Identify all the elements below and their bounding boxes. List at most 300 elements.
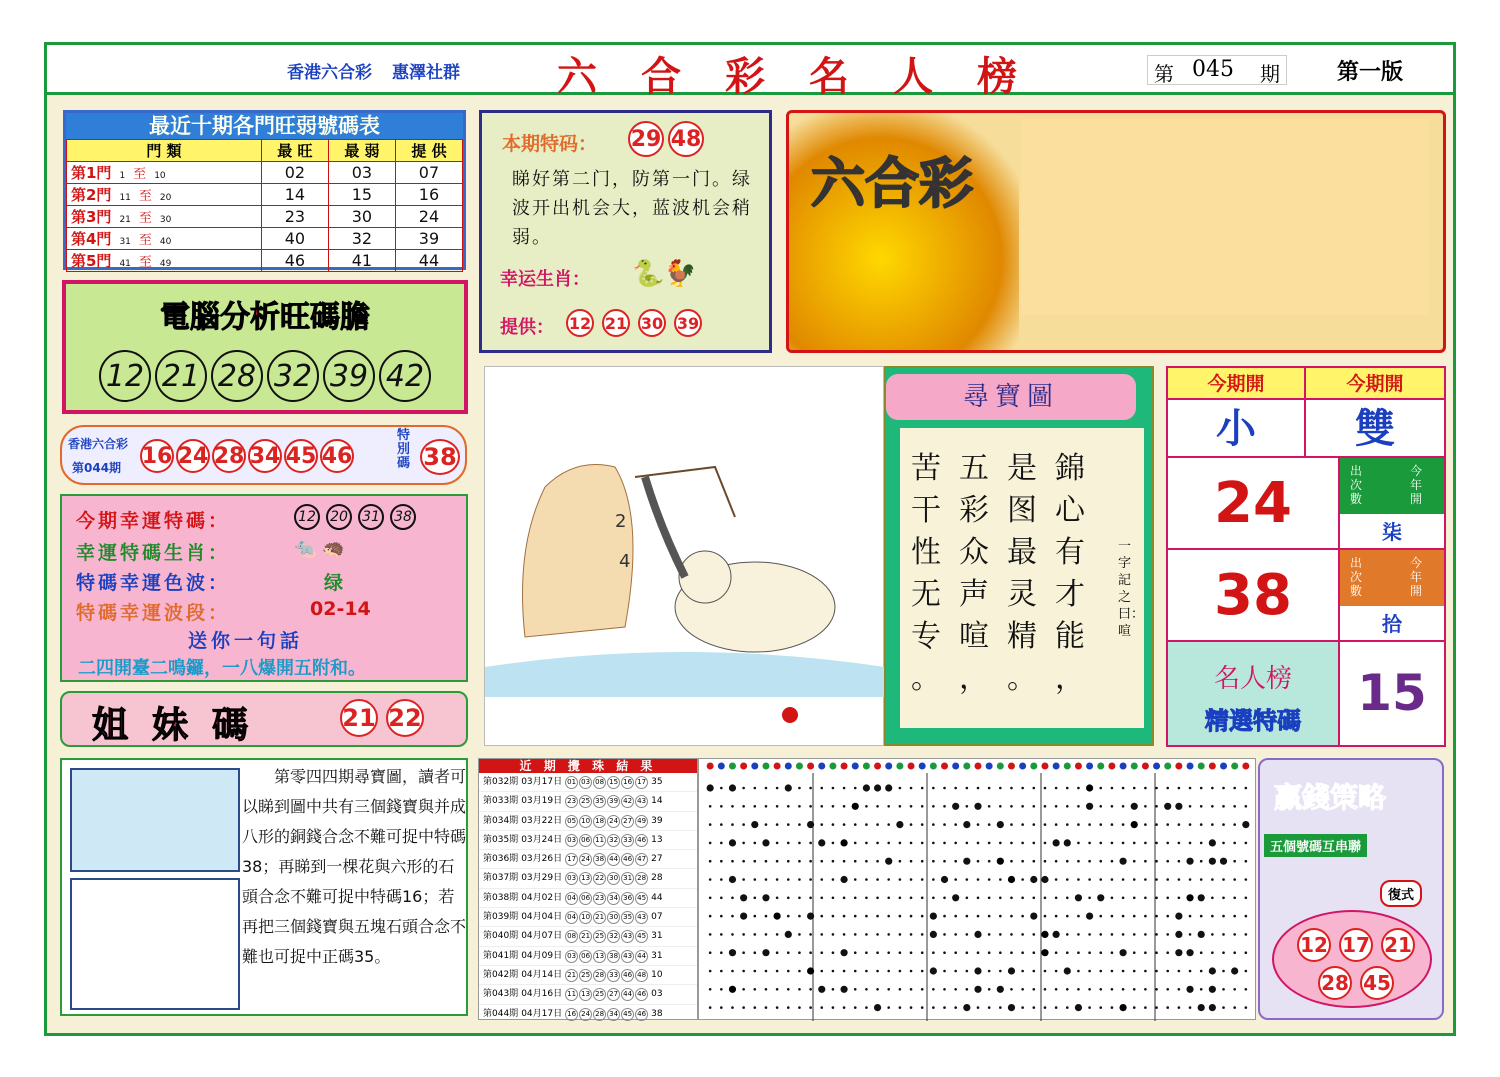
col-header: 門 類 [67,140,262,162]
grid-dot [798,970,801,973]
grid-hit-mark [729,876,736,883]
grid-dot [1044,823,1047,826]
result-ball: 33 [607,969,620,982]
rock-shape [523,465,634,638]
grid-dot [742,1006,745,1009]
grid-dot [1222,933,1225,936]
grid-dot [742,860,745,863]
grid-dot [1055,951,1058,954]
org-name-1: 香港六合彩 [287,63,372,83]
result-special: 31 [651,931,663,942]
book-illustration [70,768,240,872]
col-header: 提 供 [395,140,462,162]
grid-dot [932,787,935,790]
grid-special-mark [807,967,814,974]
grid-dot [1189,787,1192,790]
result-ball: 35 [621,911,634,924]
grid-hit-mark [1075,894,1082,901]
grid-dot [1245,933,1248,936]
grid-dot [1144,1006,1147,1009]
grid-dot [1200,823,1203,826]
number-ball: 32 [267,350,319,402]
grid-dot [798,1006,801,1009]
result-ball: 32 [607,930,620,943]
result-ball: 47 [635,853,648,866]
grid-dot [709,842,712,845]
grid-dot [787,951,790,954]
grid-hit-mark [807,821,814,828]
value-cell: 44 [395,250,462,272]
table-row [67,250,463,272]
grid-dot [1222,988,1225,991]
door-to-word: 至 [138,211,152,226]
grid-dot [865,823,868,826]
value-cell: 03 [328,162,395,184]
grid-dot [921,951,924,954]
grid-dot [1099,1006,1102,1009]
grid-hit-mark [1086,803,1093,810]
special-label: 特別碼 [397,428,411,471]
number-ball: 46 [320,439,354,473]
grid-dot [765,823,768,826]
grid-dot [1189,933,1192,936]
lucky-panel [60,494,468,682]
grid-dot [966,915,969,918]
grid-dot [1245,897,1248,900]
banner-text: 六合彩 [811,152,973,215]
grid-dot [742,988,745,991]
grid-dot [754,842,757,845]
result-ball: 21 [565,969,578,982]
grid-dot [843,860,846,863]
grid-dot [1155,860,1158,863]
grid-dot [1144,897,1147,900]
door-table-title: 最近十期各門旺弱號碼表 [66,113,463,139]
grid-hit-mark [896,821,903,828]
fame-number: 15 [1357,664,1427,722]
result-date: 03月17日 [521,777,563,787]
grid-dot [1166,1006,1169,1009]
grid-dot [798,988,801,991]
grid-dot [832,1006,835,1009]
grid-dot [954,988,957,991]
grid-dot [1021,787,1024,790]
result-ball: 16 [621,776,634,789]
number-ball: 16 [140,439,174,473]
grid-header-ball [1220,763,1227,770]
strategy-tag: 復式 [1380,880,1422,907]
grid-header-ball [1097,763,1104,770]
grid-dot [832,933,835,936]
grid-dot [1111,805,1114,808]
grid-dot [910,970,913,973]
grid-hit-mark [1075,1004,1082,1011]
grid-dot [1021,805,1024,808]
number-ball: 20 [326,504,352,530]
lucky-range: 02-14 [310,598,371,620]
grid-dot [765,860,768,863]
grid-dot [943,970,946,973]
grid-dot [798,951,801,954]
grid-dot [1066,988,1069,991]
grid-dot [1088,897,1091,900]
grid-dot [865,933,868,936]
parity-result: 雙 [1306,400,1444,458]
grid-dot [876,951,879,954]
grid-dot [854,897,857,900]
grid-dot [1077,823,1080,826]
grid-dot [966,988,969,991]
grid-dot [1233,933,1236,936]
grid-dot [1178,878,1181,881]
edition-label: 第一版 [1337,60,1404,85]
grid-dot [943,915,946,918]
number-ball: 45 [1360,966,1394,1000]
grid-dot [798,897,801,900]
grid-dot [887,878,890,881]
grid-dot [1233,988,1236,991]
grid-dot [1033,823,1036,826]
count-tag-1 [1340,458,1444,514]
grid-dot [1144,933,1147,936]
grid-dot [1245,988,1248,991]
rock-mark: 2 [615,511,627,532]
grid-dot [988,951,991,954]
result-row [479,966,697,985]
grid-dot [809,951,812,954]
grid-hit-mark [1209,967,1216,974]
door-to: 20 [159,193,172,203]
result-ball: 27 [607,988,620,1001]
grid-dot [1111,933,1114,936]
grid-dot [921,823,924,826]
grid-dot [1178,1006,1181,1009]
grid-dot [798,787,801,790]
grid-dot [1021,823,1024,826]
number-ball: 34 [248,439,282,473]
grid-dot [865,1006,868,1009]
grid-dot [1099,787,1102,790]
grid-dot [943,951,946,954]
grid-dot [876,897,879,900]
result-date: 03月26日 [521,854,563,865]
grid-dot [988,1006,991,1009]
grid-dot [943,860,946,863]
grid-dot [1021,988,1024,991]
grid-dot [1021,915,1024,918]
grid-dot [742,970,745,973]
result-ball: 04 [565,892,578,905]
grid-dot [731,915,734,918]
grid-header-ball [1242,763,1249,770]
grid-dot [1155,988,1158,991]
grid-dot [798,860,801,863]
grid-dot [765,988,768,991]
grid-dot [1077,933,1080,936]
grid-dot [1010,860,1013,863]
grid-dot [832,897,835,900]
special-number: 38 [420,439,460,475]
grid-dot [709,915,712,918]
grid-dot [1233,860,1236,863]
grid-dot [1010,988,1013,991]
grid-header-ball [718,763,725,770]
grid-dot [1111,915,1114,918]
grid-header-ball [1153,763,1160,770]
grid-dot [1144,823,1147,826]
grid-dot [876,878,879,881]
grid-dot [887,1006,890,1009]
value-cell: 07 [395,162,462,184]
grid-dot [1200,842,1203,845]
sister-panel [60,691,468,747]
grid-dot [1133,951,1136,954]
grid-special-mark [1086,784,1093,791]
grid-dot [854,878,857,881]
grid-dot [966,951,969,954]
grid-special-mark [1131,821,1138,828]
grid-dot [820,860,823,863]
grid-special-mark [774,913,781,920]
result-row [479,812,697,831]
grid-hit-mark [1064,839,1071,846]
result-ball: 30 [607,872,620,885]
grid-dot [776,897,779,900]
grid-dot [999,970,1002,973]
grid-dot [809,1006,812,1009]
number-ball: 30 [638,309,666,337]
grid-dot [1166,897,1169,900]
grid-dot [1200,787,1203,790]
grid-dot [754,970,757,973]
grid-dot [910,878,913,881]
grid-dot [1233,915,1236,918]
result-issue: 第033期 [483,796,519,807]
number-ball: 12 [99,350,151,402]
result-ball: 06 [579,834,592,847]
grid-dot [977,787,980,790]
grid-dot [1066,787,1069,790]
grid-dot [1211,805,1214,808]
grid-dot [1245,951,1248,954]
grid-dot [954,842,957,845]
number-ball: 45 [284,439,318,473]
result-ball: 45 [635,892,648,905]
grid-dot [899,860,902,863]
result-ball: 45 [621,1008,634,1021]
grid-header-ball [1175,763,1182,770]
grid-dot [887,988,890,991]
grid-header-ball [1108,763,1115,770]
grid-dot [1055,787,1058,790]
grid-dot [943,933,946,936]
grid-dot [876,933,879,936]
strategy-numbers [1292,928,1420,1000]
grid-dot [988,878,991,881]
grid-dot [954,878,957,881]
offer-label: 提供： [500,317,554,338]
grid-dot [932,988,935,991]
grid-dot [977,878,980,881]
result-special: 31 [651,950,663,961]
grid-dot [754,915,757,918]
grid-dot [887,915,890,918]
grid-header-ball [1198,763,1205,770]
grid-dot [1211,787,1214,790]
grid-hit-mark [930,913,937,920]
grid-dot [1111,787,1114,790]
door-from: 31 [119,237,131,247]
grid-special-mark [852,803,859,810]
grid-hit-mark [941,876,948,883]
result-ball: 28 [593,969,606,982]
grid-dot [709,1006,712,1009]
lucky-color: 绿 [324,572,344,594]
grid-dot [865,805,868,808]
grid-dot [1122,933,1125,936]
grid-dot [1211,878,1214,881]
poem-area [900,428,1144,728]
saying-text: 二四開臺二鳴鑼，一八爆開五附和。 [78,658,366,679]
result-ball: 24 [607,815,620,828]
result-ball: 42 [621,795,634,808]
grid-dot [854,823,857,826]
grid-dot [999,842,1002,845]
grid-hit-mark [1008,967,1015,974]
grid-hit-mark [974,931,981,938]
grid-dot [1155,787,1158,790]
grid-dot [1200,915,1203,918]
result-row [479,947,697,966]
grid-dot [1088,1006,1091,1009]
table-row [67,206,463,228]
grid-dot [1200,805,1203,808]
grid-dot [921,878,924,881]
result-special: 28 [651,873,663,884]
grid-dot [1144,915,1147,918]
grid-dot [843,823,846,826]
result-ball: 46 [635,1008,648,1021]
grid-dot [1099,915,1102,918]
grid-header-ball [1120,763,1127,770]
offer-numbers [566,309,702,337]
result-special: 10 [651,969,663,980]
grid-dot [720,805,723,808]
grid-dot [954,915,957,918]
result-ball: 34 [607,892,620,905]
number-ball: 39 [323,350,375,402]
grid-dot [1021,951,1024,954]
grid-dot [1245,860,1248,863]
grid-dot [1233,842,1236,845]
grid-dot [943,823,946,826]
grid-hit-mark [1053,839,1060,846]
result-ball: 03 [579,776,592,789]
grid-dot [765,970,768,973]
grid-dot [820,970,823,973]
grid-dot [820,915,823,918]
grid-dot [1222,805,1225,808]
result-ball: 13 [593,950,606,963]
grid-dot [1189,915,1192,918]
value-cell: 23 [261,206,328,228]
grid-dot [1155,842,1158,845]
grid-dot [709,970,712,973]
poem-column [1050,448,1090,700]
door-cell [67,228,262,250]
grid-dot [854,842,857,845]
result-date: 03月19日 [521,796,563,807]
grid-dot [1133,1006,1136,1009]
result-ball: 46 [635,834,648,847]
grid-dot [954,787,957,790]
grid-header-ball [1187,763,1194,770]
grid-dot [1189,878,1192,881]
grid-dot [820,1006,823,1009]
grid-dot [776,988,779,991]
grid-dot [776,787,779,790]
result-ball: 06 [579,892,592,905]
grid-dot [1021,970,1024,973]
grid-dot [1222,970,1225,973]
grid-dot [921,988,924,991]
result-issue: 第042期 [483,969,519,980]
grid-dot [999,897,1002,900]
result-ball: 48 [635,969,648,982]
grid-dot [999,933,1002,936]
result-ball: 04 [565,911,578,924]
poem-punct: ， [959,661,989,696]
grid-dot [843,787,846,790]
grid-dot [787,842,790,845]
grid-dot [798,878,801,881]
grid-dot [1222,878,1225,881]
grid-dot [809,787,812,790]
result-issue: 第035期 [483,834,519,845]
grid-dot [966,805,969,808]
door-cell [67,184,262,206]
grid-dot [754,988,757,991]
result-date: 03月24日 [521,834,563,845]
grid-dot [731,805,734,808]
grid-dot [1111,860,1114,863]
grid-dot [1122,823,1125,826]
grid-dot [887,970,890,973]
grid-dot [798,842,801,845]
grid-dot [932,805,935,808]
grid-dot [1021,842,1024,845]
grid-dot [1200,878,1203,881]
grid-dot [1166,988,1169,991]
results-list [479,773,697,1024]
grid-dot [776,805,779,808]
special-text: 睇好第二门，防第一门。绿波开出机会大，蓝波机会稍弱。 [512,169,752,248]
grid-dot [731,970,734,973]
grid-dot [1122,878,1125,881]
result-ball: 08 [593,776,606,789]
grid-header-ball [930,763,937,770]
grid-dot [843,970,846,973]
grid-dot [1144,842,1147,845]
grid-header-ball [941,763,948,770]
grid-dot [820,878,823,881]
grid-dot [1155,915,1158,918]
result-date: 03月22日 [521,815,563,826]
grid-dot [1111,988,1114,991]
grid-special-mark [1008,876,1015,883]
grid-dot [854,970,857,973]
grid-dot [809,805,812,808]
